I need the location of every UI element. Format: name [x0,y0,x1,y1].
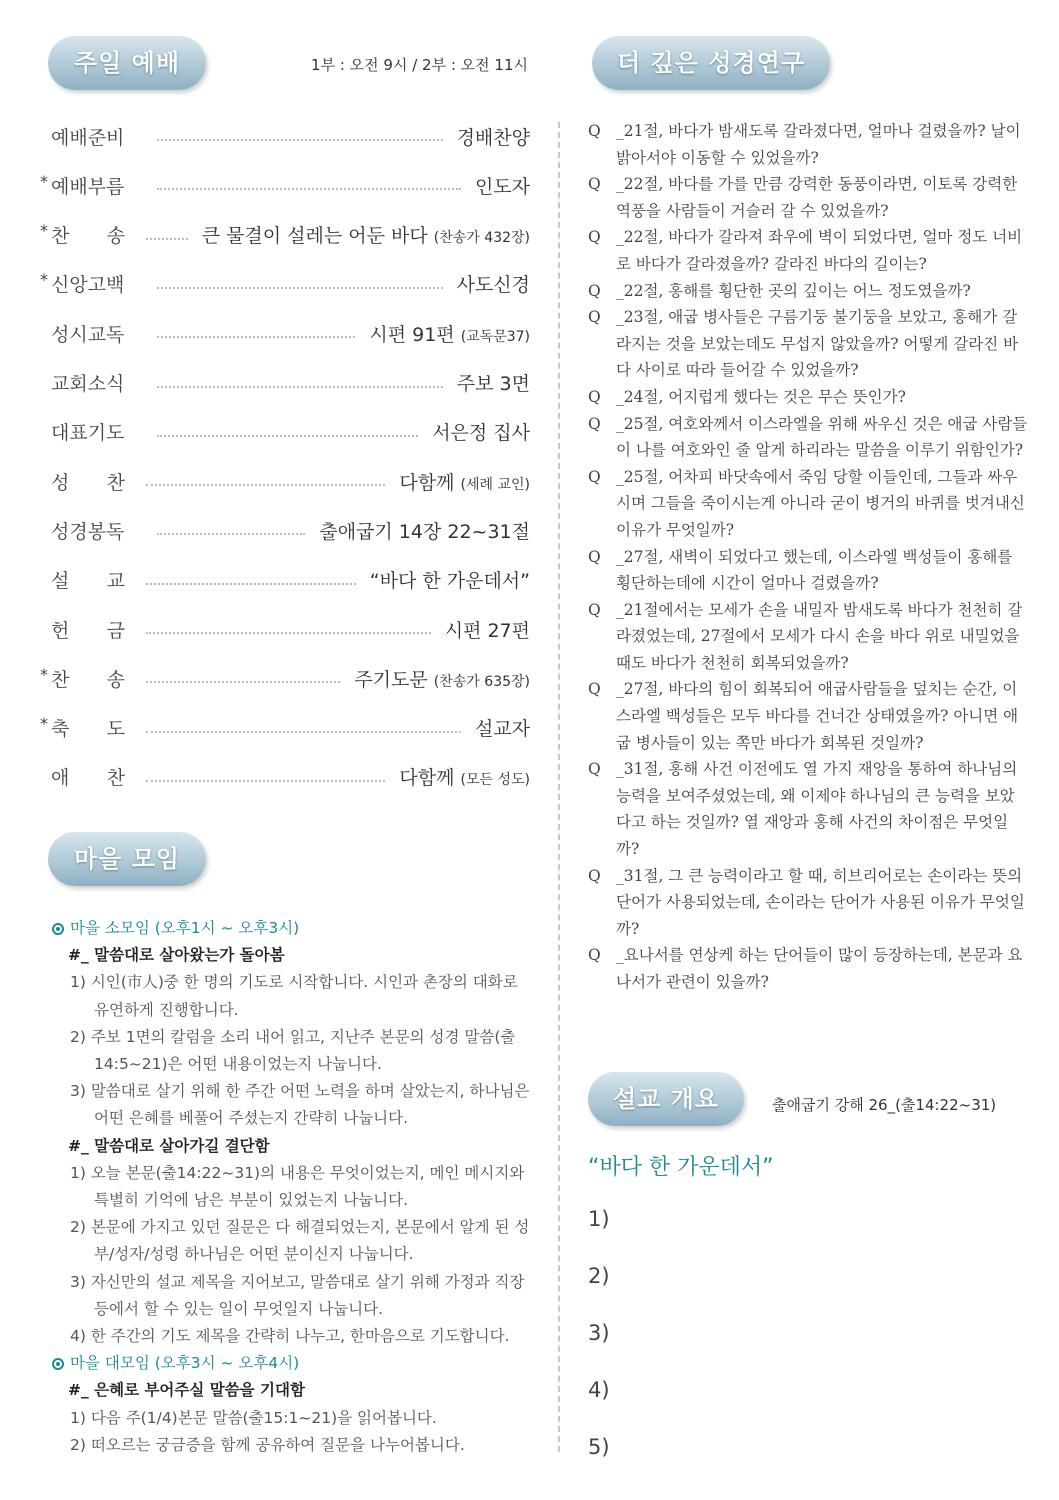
outline-point: 4) [588,1378,610,1402]
worship-row [40,466,530,496]
label-text: 성경봉독 [51,520,125,543]
required-star: * [40,171,48,191]
study-question [588,384,1028,411]
list-item: 4) 한 주간의 기도 제목을 간략히 나누고, 한마음으로 기도합니다. [70,1327,510,1346]
village-content [52,915,532,1459]
worship-row-value [354,665,530,692]
worship-row [40,220,530,250]
study-question [588,597,1028,677]
list-item: 1) 다음 주(1/4)본문 말씀(출15:1~21)을 읽어봅니다. [70,1408,437,1427]
value-note: (세례 교인) [460,476,530,493]
target-bullet-icon [52,923,64,935]
question-marker: Q [588,946,601,965]
worship-row [40,368,530,398]
value-text: 다함께 [399,767,455,790]
sermon-title: “바다 한 가운데서” [588,1155,774,1180]
large-group-heading: 마을 대모임 (오후3시 ~ 오후4시) [52,1350,532,1377]
study-question [588,676,1028,756]
list-item: 3) 자신만의 설교 제목을 지어보고, 말씀대로 살기 위해 가정과 직장 등에서 할 수 있는 일이 무엇일지 나눕니다. [70,1272,525,1318]
worship-row [40,515,530,545]
study-header: 더 깊은 성경연구 [592,36,830,90]
target-bullet-icon [52,1358,64,1370]
value-text: 서은정 집사 [432,422,530,445]
worship-row-label [40,468,128,495]
worship-row-label [40,714,128,741]
sermon-reference: 출애굽기 강해 26_(출14:22~31) [772,1096,997,1114]
study-question [588,756,1028,862]
label-char: 찬 [106,767,125,790]
label-char: 애 [51,767,70,790]
worship-row-value [475,714,530,741]
label-char: 송 [106,668,125,691]
question-text: _31절, 그 큰 능력이라고 할 때, 히브리어로는 손이라는 뜻의 단어가 사용되었는데, 손이라는 단어가 사용된 이유가 무엇일까? [616,866,1025,938]
worship-row-value [319,517,530,544]
worship-row-value [432,418,530,445]
value-note: (교독문37) [460,328,530,345]
question-marker: Q [588,467,601,486]
label-char: 송 [106,225,125,248]
worship-header: 주일 예배 [48,36,206,90]
worship-row-value [370,566,530,593]
outline-point: 3) [588,1321,610,1345]
value-text: 설교자 [474,718,530,741]
worship-row-value [445,616,530,643]
value-text: 인도자 [474,175,530,198]
leader-dots [146,583,356,585]
worship-row-value [399,468,530,495]
leader-dots [157,287,443,289]
question-marker: Q [588,547,601,566]
required-star: * [40,270,48,290]
section-subtitle: #_ 은혜로 부어주실 말씀을 기대함 [68,1381,305,1400]
worship-row-label [40,616,128,643]
required-star: * [40,714,48,734]
label-char: 찬 [106,471,125,494]
worship-row-value [369,320,530,347]
label-text: 대표기도 [51,422,125,445]
worship-row-label [40,763,128,790]
worship-row-value [475,172,530,199]
value-text: 시편 91편 [369,323,455,346]
leader-dots [146,238,188,240]
label-char: 금 [106,619,125,642]
worship-row [40,762,530,792]
question-text: _요나서를 연상케 하는 단어들이 많이 등장하는데, 본문과 요나서가 관련이 있을까? [616,946,1023,991]
label-char: 헌 [51,619,70,642]
list-item: 2) 주보 1면의 칼럼을 소리 내어 읽고, 지난주 본문의 성경 말씀(출14:5~21)은 어떤 내용이었는지 나눕니다. [70,1027,516,1074]
label-text: 예배부름 [51,175,125,198]
worship-row-label [40,369,139,396]
value-text: 사도신경 [456,274,530,297]
label-char: 성 [51,471,70,494]
worship-row-value [457,123,530,150]
value-note: (찬송가 432장) [433,230,530,247]
worship-row [40,121,530,151]
worship-row-label [40,418,139,445]
study-question [588,411,1028,464]
question-marker: Q [588,414,601,433]
value-text: 출애굽기 14장 22~31절 [319,520,530,543]
label-text: 예배준비 [51,126,125,149]
question-marker: Q [588,600,601,619]
question-text: _22절, 바다를 가를 만큼 강력한 동풍이라면, 이토록 강력한 역풍을 사람들이 거슬러 갈 수 있었을까? [616,175,1018,220]
section-subtitle: #_ 말씀대로 살아왔는가 돌아봄 [68,946,285,965]
sermon-header: 설교 개요 [588,1072,744,1126]
label-char: 찬 [51,225,70,248]
outline-point: 1) [588,1207,610,1231]
value-text: 큰 물결이 설레는 어둔 바다 [201,225,428,248]
question-text: _24절, 어지럽게 했다는 것은 무슨 뜻인가? [616,387,906,406]
question-text: _22절, 홍해를 횡단한 곳의 깊이는 어느 정도였을까? [616,281,971,300]
study-question [588,942,1028,995]
worship-row-label [40,665,128,692]
worship-row [40,663,530,693]
leader-dots [157,533,305,535]
list-item: 3) 말씀대로 살기 위해 한 주간 어떤 노력을 하며 살았는지, 하나님은 어떤 은혜를 베풀어 주셨는지 간략히 나눕니다. [70,1082,530,1128]
question-text: _22절, 바다가 갈라져 좌우에 벽이 되었다면, 얼마 정도 너비로 바다가 갈라졌을까? 갈라진 바다의 길이는? [616,228,1023,273]
label-char: 축 [51,718,70,741]
village-header: 마을 모임 [48,832,206,886]
question-marker: Q [588,866,601,885]
question-text: _27절, 새벽이 되었다고 했는데, 이스라엘 백성들이 홍해를 횡단하는데에 시간이 얼마나 걸렸을까? [616,547,1013,593]
question-text: _23절, 애굽 병사들은 구름기둥 불기둥을 보았고, 홍해가 갈라지는 것을 보았는데도 무섭지 않았을까? 어떻게 갈라진 바다 사이로 따라 들어갈 수 있었을까? [616,308,1019,380]
value-text: “바다 한 가운데서” [369,570,530,593]
outline-point: 2) [588,1264,610,1288]
list-item: 1) 오늘 본문(출14:22~31)의 내용은 무엇이었는지, 메인 메시지와 특별히 기억에 남은 부분이 있었는지 나눕니다. [70,1163,525,1210]
study-question [588,863,1028,943]
leader-dots [146,681,340,683]
question-marker: Q [588,281,601,300]
study-question [588,118,1028,171]
value-text: 시편 27편 [444,619,530,642]
worship-row [40,170,530,200]
study-question [588,464,1028,544]
worship-row-label [40,270,139,297]
question-marker: Q [588,122,601,140]
value-note: (모든 성도) [460,772,530,789]
study-question [588,304,1028,384]
worship-row-label [40,221,128,248]
worship-row-label [40,172,139,199]
question-text: _21절에서는 모세가 손을 내밀자 밤새도록 바다가 천천히 갈라졌었는데, 27절에서 모세가 다시 손을 바다 위로 내밀었을 때도 바다가 천천히 회복되었을까? [616,600,1023,672]
value-text: 주보 3면 [456,373,530,395]
required-star: * [40,221,48,241]
value-text: 주기도문 [354,668,428,691]
label-char: 찬 [51,668,70,691]
leader-dots [157,188,461,190]
value-text: 경배찬양 [456,126,530,149]
label-char: 도 [106,718,125,741]
worship-row-value [457,270,530,297]
leader-dots [146,731,461,733]
service-times: 1부 : 오전 9시 / 2부 : 오전 11시 [311,56,528,74]
study-question [588,224,1028,277]
worship-row [40,318,530,348]
question-text: _31절, 홍해 사건 이전에도 열 가지 재앙을 통하여 하나님의 능력을 보여주셨었는데, 왜 이제야 하나님의 큰 능력을 보았다고 하는 것일까? 열 재앙과 홍해 사건의 차이점은 무엇일까? [616,760,1018,859]
worship-row [40,565,530,595]
leader-dots [157,386,443,388]
value-text: 다함께 [399,471,455,494]
list-item: 2) 본문에 가지고 있던 질문은 다 해결되었는지, 본문에서 알게 된 성부/성자/성령 하나님은 어떤 분이신지 나눕니다. [70,1218,530,1264]
study-question [588,544,1028,597]
worship-row-label [40,517,139,544]
column-divider [558,122,560,1452]
question-marker: Q [588,387,601,406]
study-questions [588,118,1028,996]
worship-row-label [40,320,139,347]
leader-dots [146,780,385,782]
small-group-heading: 마을 소모임 (오후1시 ~ 오후3시) [52,915,532,942]
question-marker: Q [588,680,601,699]
study-question [588,171,1028,224]
leader-dots [146,632,431,634]
list-item: 2) 떠오르는 궁금증을 함께 공유하여 질문을 나누어봅니다. [70,1435,465,1454]
required-star: * [40,664,48,684]
worship-row-value [202,221,530,248]
value-note: (찬송가 635장) [433,673,530,690]
worship-row-value [399,763,530,790]
leader-dots [157,435,418,437]
study-question [588,278,1028,305]
leader-dots [157,336,355,338]
worship-row [40,269,530,299]
worship-row [40,614,530,644]
worship-row [40,713,530,743]
label-char: 설 [51,570,70,593]
question-text: _21절, 바다가 밤새도록 갈라졌다면, 얼마나 걸렸을까? 날이 밝아서야 이동할 수 있었을까? [616,122,1021,167]
label-text: 교회소식 [51,373,125,395]
label-char: 교 [106,570,125,593]
question-marker: Q [588,760,601,779]
worship-row-label [40,123,139,150]
label-text: 신앙고백 [51,274,125,297]
question-text: _25절, 어차피 바닷속에서 죽임 당할 이들인데, 그들과 싸우시며 그들을 죽이시는게 아니라 굳이 병거의 바퀴를 벗겨내신 이유가 무엇일까? [616,467,1025,539]
worship-row-value [457,369,530,396]
question-text: _25절, 여호와께서 이스라엘을 위해 싸우신 것은 애굽 사람들이 나를 여호와인 줄 알게 하리라는 말씀을 이루기 위함인가? [616,414,1028,460]
list-item: 1) 시인(市人)중 한 명의 기도로 시작합니다. 시인과 촌장의 대화로 유연하게 진행합니다. [70,973,518,1019]
question-text: _27절, 바다의 힘이 회복되어 애굽사람들을 덮치는 순간, 이스라엘 백성들은 모두 바다를 건너간 상태였을까? 아니면 애굽 병사들이 있는 쪽만 바다가 회복된 것일까? [616,680,1019,752]
question-marker: Q [588,175,601,194]
label-text: 성시교독 [51,323,125,346]
leader-dots [146,484,385,486]
section-subtitle: #_ 말씀대로 살아가길 결단함 [68,1136,270,1155]
question-marker: Q [588,308,601,327]
question-marker: Q [588,228,601,247]
outline-point: 5) [588,1435,610,1459]
leader-dots [157,139,443,141]
worship-row [40,417,530,447]
worship-row-label [40,566,128,593]
